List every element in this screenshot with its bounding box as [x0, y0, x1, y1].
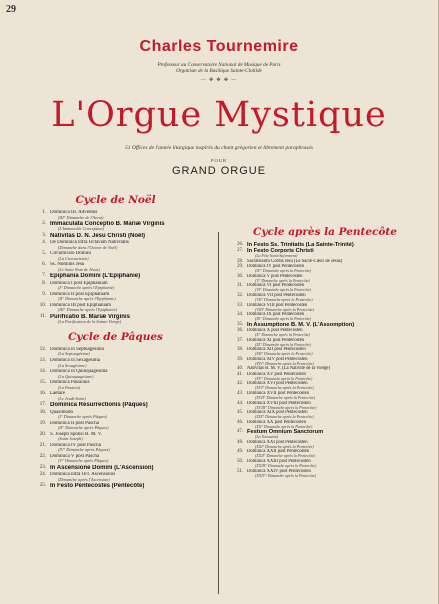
office-latin-title: Dominica II post Pascha: [50, 420, 100, 426]
office-number: 6.: [42, 262, 46, 268]
office-text: [247, 347, 425, 356]
office-text: [247, 401, 425, 410]
office-entry: [28, 292, 203, 302]
office-text: [50, 251, 203, 261]
office-french-title: (La Sexagésime): [58, 363, 87, 368]
office-latin-title: Dominica IV post Pascha: [50, 442, 101, 448]
office-latin-title: Dominica III post Epiphaniam: [50, 302, 111, 308]
office-latin-title: Dominica XII post Pentecosten: [247, 347, 306, 353]
office-text: [247, 410, 425, 419]
office-entry: [28, 233, 203, 239]
office-text: [247, 459, 425, 468]
office-french-title: (Le Jeudi-Saint): [58, 396, 86, 401]
office-entry: [28, 303, 203, 313]
office-latin-title: Dominica Passionis: [50, 380, 90, 386]
work-title: L'Orgue Mystique: [51, 95, 387, 135]
office-text: [50, 410, 203, 420]
office-latin-title: Circumcisio Domini: [50, 251, 91, 257]
office-latin-title: Dominica XIV post Pentecosten: [247, 356, 308, 362]
office-entry: [225, 259, 425, 264]
office-text: [50, 273, 203, 279]
office-text: [247, 328, 425, 337]
office-latin-title: Dominica in Quinquagesima: [50, 369, 108, 375]
office-french-title: (XIX° Dimanche après la Pentecôte): [255, 415, 314, 420]
office-number: 48.: [237, 439, 243, 445]
office-latin-title: Dominica V post Pascha: [50, 453, 100, 459]
office-latin-title: Dominica XVIII post Pentecosten: [247, 400, 311, 406]
office-french-title: (VIII° Dimanche après la Pentecôte): [255, 307, 314, 312]
office-french-title: (XXIII° Dimanche après la Pentecôte): [255, 464, 317, 469]
office-french-title: (III° Dimanche de l'Avent): [58, 215, 104, 220]
office-text: [247, 449, 425, 458]
list-paques: [28, 347, 203, 490]
office-entry: [225, 401, 425, 410]
office-french-title: (La Purification de la Sainte-Vierge): [58, 320, 122, 325]
office-french-title: (IX° Dimanche après la Pentecôte): [255, 317, 312, 322]
office-french-title: (La Circoncision): [58, 256, 89, 261]
office-text: [50, 380, 203, 390]
pour-label: POUR: [210, 158, 227, 163]
office-number: 31.: [237, 283, 243, 289]
office-entry: [225, 338, 425, 347]
office-entry: [28, 421, 203, 431]
office-latin-title: Immaculata Conceptio B. Mariæ Virginis: [50, 221, 165, 228]
office-number: 16.: [39, 391, 46, 397]
office-latin-title: Dominica XVI post Pentecosten: [247, 381, 308, 387]
office-text: [247, 322, 425, 328]
office-number: 19.: [39, 420, 46, 426]
office-french-title: (XII° Dimanche après la Pentecôte): [255, 352, 313, 357]
office-entry: [225, 381, 425, 390]
ornament-divider: — ✥ ✥ ✥ —: [200, 78, 238, 83]
office-text: [247, 366, 425, 371]
work-subtitle: 51 Offices de l'année liturgique inspirés du chant grégorien et librement paraphrasés: [125, 145, 313, 151]
right-column: [225, 226, 425, 478]
office-number: 26.: [237, 242, 243, 247]
office-latin-title: Nativitas D. N. Jesu Christi (Noël): [50, 232, 146, 239]
office-latin-title: De Dominica infra Octavam Nativitatis: [50, 240, 129, 246]
office-text: [50, 443, 203, 453]
office-latin-title: S. Joseph Sponsi B. M. V.: [50, 431, 102, 437]
office-entry: [28, 210, 203, 220]
office-text: [50, 221, 203, 232]
office-latin-title: Dominica IV post Pentecosten: [247, 264, 305, 270]
office-entry: [225, 242, 425, 248]
office-latin-title: Dominica VIII post Pentecosten: [247, 302, 308, 308]
office-french-title: (La Toussaint): [255, 435, 279, 440]
office-number: 50.: [237, 459, 243, 465]
list-noel: [28, 210, 203, 325]
office-number: 30.: [237, 273, 243, 279]
office-text: [50, 292, 203, 302]
office-french-title: (XV° Dimanche après la Pentecôte): [255, 376, 313, 381]
office-entry: [28, 391, 203, 401]
office-text: [50, 210, 203, 220]
office-entry: [225, 449, 425, 458]
office-text: [50, 314, 203, 325]
office-text: [50, 432, 203, 442]
office-entry: [225, 357, 425, 366]
office-entry: [225, 248, 425, 258]
office-entry: [28, 262, 203, 272]
office-text: [247, 264, 425, 273]
office-text: [247, 283, 425, 292]
office-latin-title: Dominica XX post Pentecosten: [247, 419, 306, 425]
office-latin-title: Quasimodo: [50, 409, 74, 415]
office-latin-title: In Ascensione Domini (L'Ascension): [50, 465, 154, 472]
office-text: [247, 381, 425, 390]
office-text: [247, 293, 425, 302]
office-french-title: (I° Dimanche après Pâques): [58, 415, 108, 420]
office-entry: [28, 443, 203, 453]
office-entry: [225, 312, 425, 321]
left-column: [28, 194, 203, 491]
office-number: 33.: [237, 302, 243, 308]
office-text: [247, 357, 425, 366]
office-number: 17.: [39, 402, 46, 408]
office-number: 49.: [237, 449, 243, 455]
office-entry: [225, 410, 425, 419]
office-text: [50, 240, 203, 250]
office-entry: [28, 273, 203, 279]
office-latin-title: Dominica in Septuagesima: [50, 346, 104, 352]
office-text: [247, 274, 425, 283]
office-number: 43.: [237, 390, 243, 396]
office-number: 37.: [237, 337, 243, 343]
office-number: 38.: [237, 347, 243, 353]
office-number: 11.: [39, 313, 46, 319]
office-text: [50, 391, 203, 401]
section-heading-noel: Cycle de Noël: [75, 194, 156, 206]
office-latin-title: Dominica XXIV post Pentecosten: [247, 468, 311, 474]
office-text: [247, 338, 425, 347]
office-number: 22.: [39, 453, 46, 459]
office-latin-title: Dominica XV post Pentecosten: [247, 371, 306, 377]
office-latin-title: Dominica III. Adventus: [50, 210, 98, 215]
office-number: 51.: [237, 468, 243, 474]
office-text: [50, 483, 203, 489]
office-entry: [28, 358, 203, 368]
office-french-title: (La Septuagésime): [58, 352, 91, 357]
office-number: 4.: [42, 240, 46, 246]
office-number: 34.: [237, 312, 243, 318]
office-latin-title: Dominica XIX post Pentecosten: [247, 410, 308, 416]
office-latin-title: Epiphania Domini (L'Épiphanie): [50, 273, 141, 280]
office-text: [247, 469, 425, 478]
office-entry: [225, 347, 425, 356]
office-number: 45.: [237, 410, 243, 416]
office-latin-title: In Festo Ss. Trinitatis (La Sainte-Trinité): [247, 242, 354, 248]
office-number: 35.: [237, 321, 243, 327]
office-latin-title: Dominica XXII post Pentecosten: [247, 449, 310, 455]
office-number: 42.: [237, 381, 243, 387]
office-text: [247, 312, 425, 321]
office-text: [247, 429, 425, 439]
office-french-title: (La Passion): [58, 385, 81, 390]
office-number: 46.: [237, 419, 243, 425]
office-latin-title: Dominica Resurrectionis (Pâques): [50, 402, 148, 409]
office-latin-title: Sacratissimi Cordis Jesu (Le Sacré-Cœur de Jésus): [247, 258, 343, 264]
office-entry: [225, 274, 425, 283]
office-number: 7.: [42, 273, 46, 279]
office-number: 23.: [39, 465, 46, 471]
office-text: [247, 440, 425, 449]
office-text: [247, 420, 425, 429]
office-entry: [225, 420, 425, 429]
office-number: 13.: [39, 358, 46, 364]
office-latin-title: Ss. Nominis Jesu: [50, 262, 85, 268]
office-number: 29.: [237, 264, 243, 270]
office-entry: [225, 459, 425, 468]
office-text: [50, 369, 203, 379]
office-entry: [225, 372, 425, 381]
composer-credit-conservatoire: Professeur au Conservatoire National de Musique de Paris: [157, 62, 281, 68]
office-text: [50, 358, 203, 368]
office-french-title: (XIV° Dimanche après la Pentecôte): [255, 361, 314, 366]
office-latin-title: Dominica IX post Pentecosten: [247, 312, 305, 318]
office-text: [50, 465, 203, 471]
office-latin-title: Dominica VI post Pentecosten: [247, 283, 305, 289]
office-french-title: (Saint Joseph): [58, 437, 83, 442]
office-number: 36.: [237, 328, 243, 334]
office-number: 27.: [237, 248, 243, 254]
office-french-title: (Le Saint Nom de Jésus): [58, 267, 100, 272]
office-number: 1.: [42, 210, 46, 215]
office-french-title: (I° Dimanche après l'Épiphanie): [58, 286, 115, 291]
office-french-title: (XXI° Dimanche après la Pentecôte): [255, 444, 314, 449]
office-entry: [225, 303, 425, 312]
office-number: 2.: [42, 221, 46, 227]
office-entry: [28, 221, 203, 232]
office-latin-title: Dominica X post Pentecosten: [247, 328, 303, 334]
office-latin-title: Dominica XVII post Pentecosten: [247, 390, 310, 396]
office-number: 3.: [42, 232, 46, 238]
office-latin-title: Dominica II post Epiphaniam: [50, 291, 110, 297]
office-text: [50, 454, 203, 464]
office-text: [247, 242, 425, 248]
office-latin-title: Purificatio B. Mariæ Virginis: [50, 313, 130, 320]
office-french-title: (XXIV° Dimanche après la Pentecôte): [255, 473, 317, 478]
office-number: 47.: [237, 429, 243, 435]
office-number: 39.: [237, 356, 243, 362]
office-french-title: (II° Dimanche après Pâques): [58, 426, 109, 431]
office-text: [50, 402, 203, 408]
office-number: 15.: [39, 380, 46, 386]
office-latin-title: Dominica V post Pentecosten: [247, 273, 303, 279]
office-text: [50, 472, 203, 482]
office-latin-title: Dominica in Sexagesima: [50, 358, 100, 364]
office-entry: [225, 283, 425, 292]
office-entry: [28, 314, 203, 325]
office-french-title: (L'Immaculée Conception): [58, 227, 104, 232]
office-entry: [28, 465, 203, 471]
office-french-title: (XXII° Dimanche après la Pentecôte): [255, 454, 316, 459]
office-latin-title: Dominica infra Oct. Ascensionis: [50, 472, 116, 478]
office-latin-title: In Festo Pentecostes (Pentecôte): [50, 483, 145, 490]
office-french-title: (XVIII° Dimanche après la Pentecôte): [255, 405, 317, 410]
office-number: 20.: [39, 431, 46, 437]
column-divider: [218, 232, 219, 594]
office-number: 24.: [39, 472, 46, 478]
office-entry: [225, 322, 425, 328]
office-latin-title: Dominica XI post Pentecosten: [247, 337, 305, 343]
office-number: 28.: [237, 258, 243, 264]
office-entry: [28, 380, 203, 390]
office-latin-title: Laetare: [50, 391, 65, 397]
office-entry: [28, 472, 203, 482]
office-text: [247, 303, 425, 312]
office-french-title: (XI° Dimanche après la Pentecôte): [255, 342, 312, 347]
office-entry: [28, 454, 203, 464]
office-number: 41.: [237, 371, 243, 377]
office-french-title: (XX° Dimanche après la Pentecôte): [255, 424, 313, 429]
office-text: [50, 303, 203, 313]
page-number: 29: [6, 4, 16, 15]
office-text: [50, 233, 203, 239]
office-text: [247, 259, 425, 264]
office-french-title: (V° Dimanche après la Pentecôte): [255, 278, 310, 283]
office-entry: [28, 240, 203, 250]
office-french-title: (Dimanche après l'Ascension): [58, 477, 110, 482]
office-text: [247, 248, 425, 258]
office-french-title: (V° Dimanche après Pâques): [58, 459, 109, 464]
office-entry: [28, 402, 203, 408]
office-number: 12.: [39, 346, 46, 352]
office-french-title: (VI° Dimanche après la Pentecôte): [255, 288, 312, 293]
office-french-title: (X° Dimanche après la Pentecôte): [255, 333, 310, 338]
office-entry: [225, 469, 425, 478]
office-number: 40.: [237, 366, 243, 372]
office-text: [50, 262, 203, 272]
office-entry: [28, 432, 203, 442]
office-latin-title: Dominica XXI post Pentecosten: [247, 439, 308, 445]
office-french-title: (XVI° Dimanche après la Pentecôte): [255, 386, 314, 391]
office-french-title: (II° Dimanche après l'Épiphanie): [58, 297, 116, 302]
office-latin-title: Dominica XXIII post Pentecosten: [247, 459, 311, 465]
office-entry: [225, 264, 425, 273]
office-french-title: (IV° Dimanche après la Pentecôte): [255, 269, 312, 274]
office-entry: [225, 440, 425, 449]
office-number: 21.: [39, 442, 46, 448]
composer-credit-basilique: Organiste de la Basilique Sainte-Clotilde: [176, 68, 262, 74]
office-french-title: (IV° Dimanche après Pâques): [58, 448, 110, 453]
office-french-title: (Dimanche dans l'Octave de Noël): [58, 245, 118, 250]
composer-name: Charles Tournemire: [139, 38, 299, 55]
office-number: 44.: [237, 400, 243, 406]
office-number: 9.: [42, 291, 46, 297]
office-text: [50, 421, 203, 431]
office-entry: [28, 347, 203, 357]
office-number: 32.: [237, 292, 243, 298]
office-latin-title: In Festo Corporis Christi: [247, 248, 314, 255]
office-latin-title: Nativitas B. M. V. (La Nativité de la Vierge): [247, 366, 331, 372]
office-french-title: (VII° Dimanche après la Pentecôte): [255, 297, 313, 302]
office-french-title: (La Quinquagésime): [58, 374, 94, 379]
office-number: 14.: [39, 369, 46, 375]
section-heading-pentecote: Cycle après la Pentecôte: [253, 226, 397, 238]
office-text: [50, 347, 203, 357]
office-french-title: (La Fête Saint-Sacrement): [255, 254, 298, 259]
office-entry: [225, 293, 425, 302]
office-entry: [225, 366, 425, 371]
office-entry: [225, 429, 425, 439]
office-entry: [28, 483, 203, 489]
office-latin-title: In Assumptione B. M. V. (L'Assomption): [247, 321, 355, 328]
office-entry: [225, 328, 425, 337]
office-entry: [28, 281, 203, 291]
office-latin-title: Festum Omnium Sanctorum: [247, 429, 324, 436]
office-number: 25.: [39, 483, 46, 489]
office-number: 10.: [39, 302, 46, 308]
office-number: 18.: [39, 409, 46, 415]
section-heading-paques: Cycle de Pâques: [68, 330, 163, 343]
office-entry: [28, 369, 203, 379]
office-text: [247, 391, 425, 400]
office-french-title: (XVII° Dimanche après la Pentecôte): [255, 395, 316, 400]
office-entry: [28, 410, 203, 420]
office-french-title: (III° Dimanche après l'Épiphanie): [58, 308, 118, 313]
instrument-label: GRAND ORGUE: [171, 165, 267, 177]
office-number: 8.: [42, 280, 46, 286]
office-entry: [28, 251, 203, 261]
office-text: [50, 281, 203, 291]
office-text: [247, 372, 425, 381]
office-number: 5.: [42, 251, 46, 257]
list-pentecote: [225, 242, 425, 478]
office-entry: [225, 391, 425, 400]
office-latin-title: Dominica I post Epiphaniam: [50, 280, 108, 286]
office-latin-title: Dominica VII post Pentecosten: [247, 292, 306, 298]
